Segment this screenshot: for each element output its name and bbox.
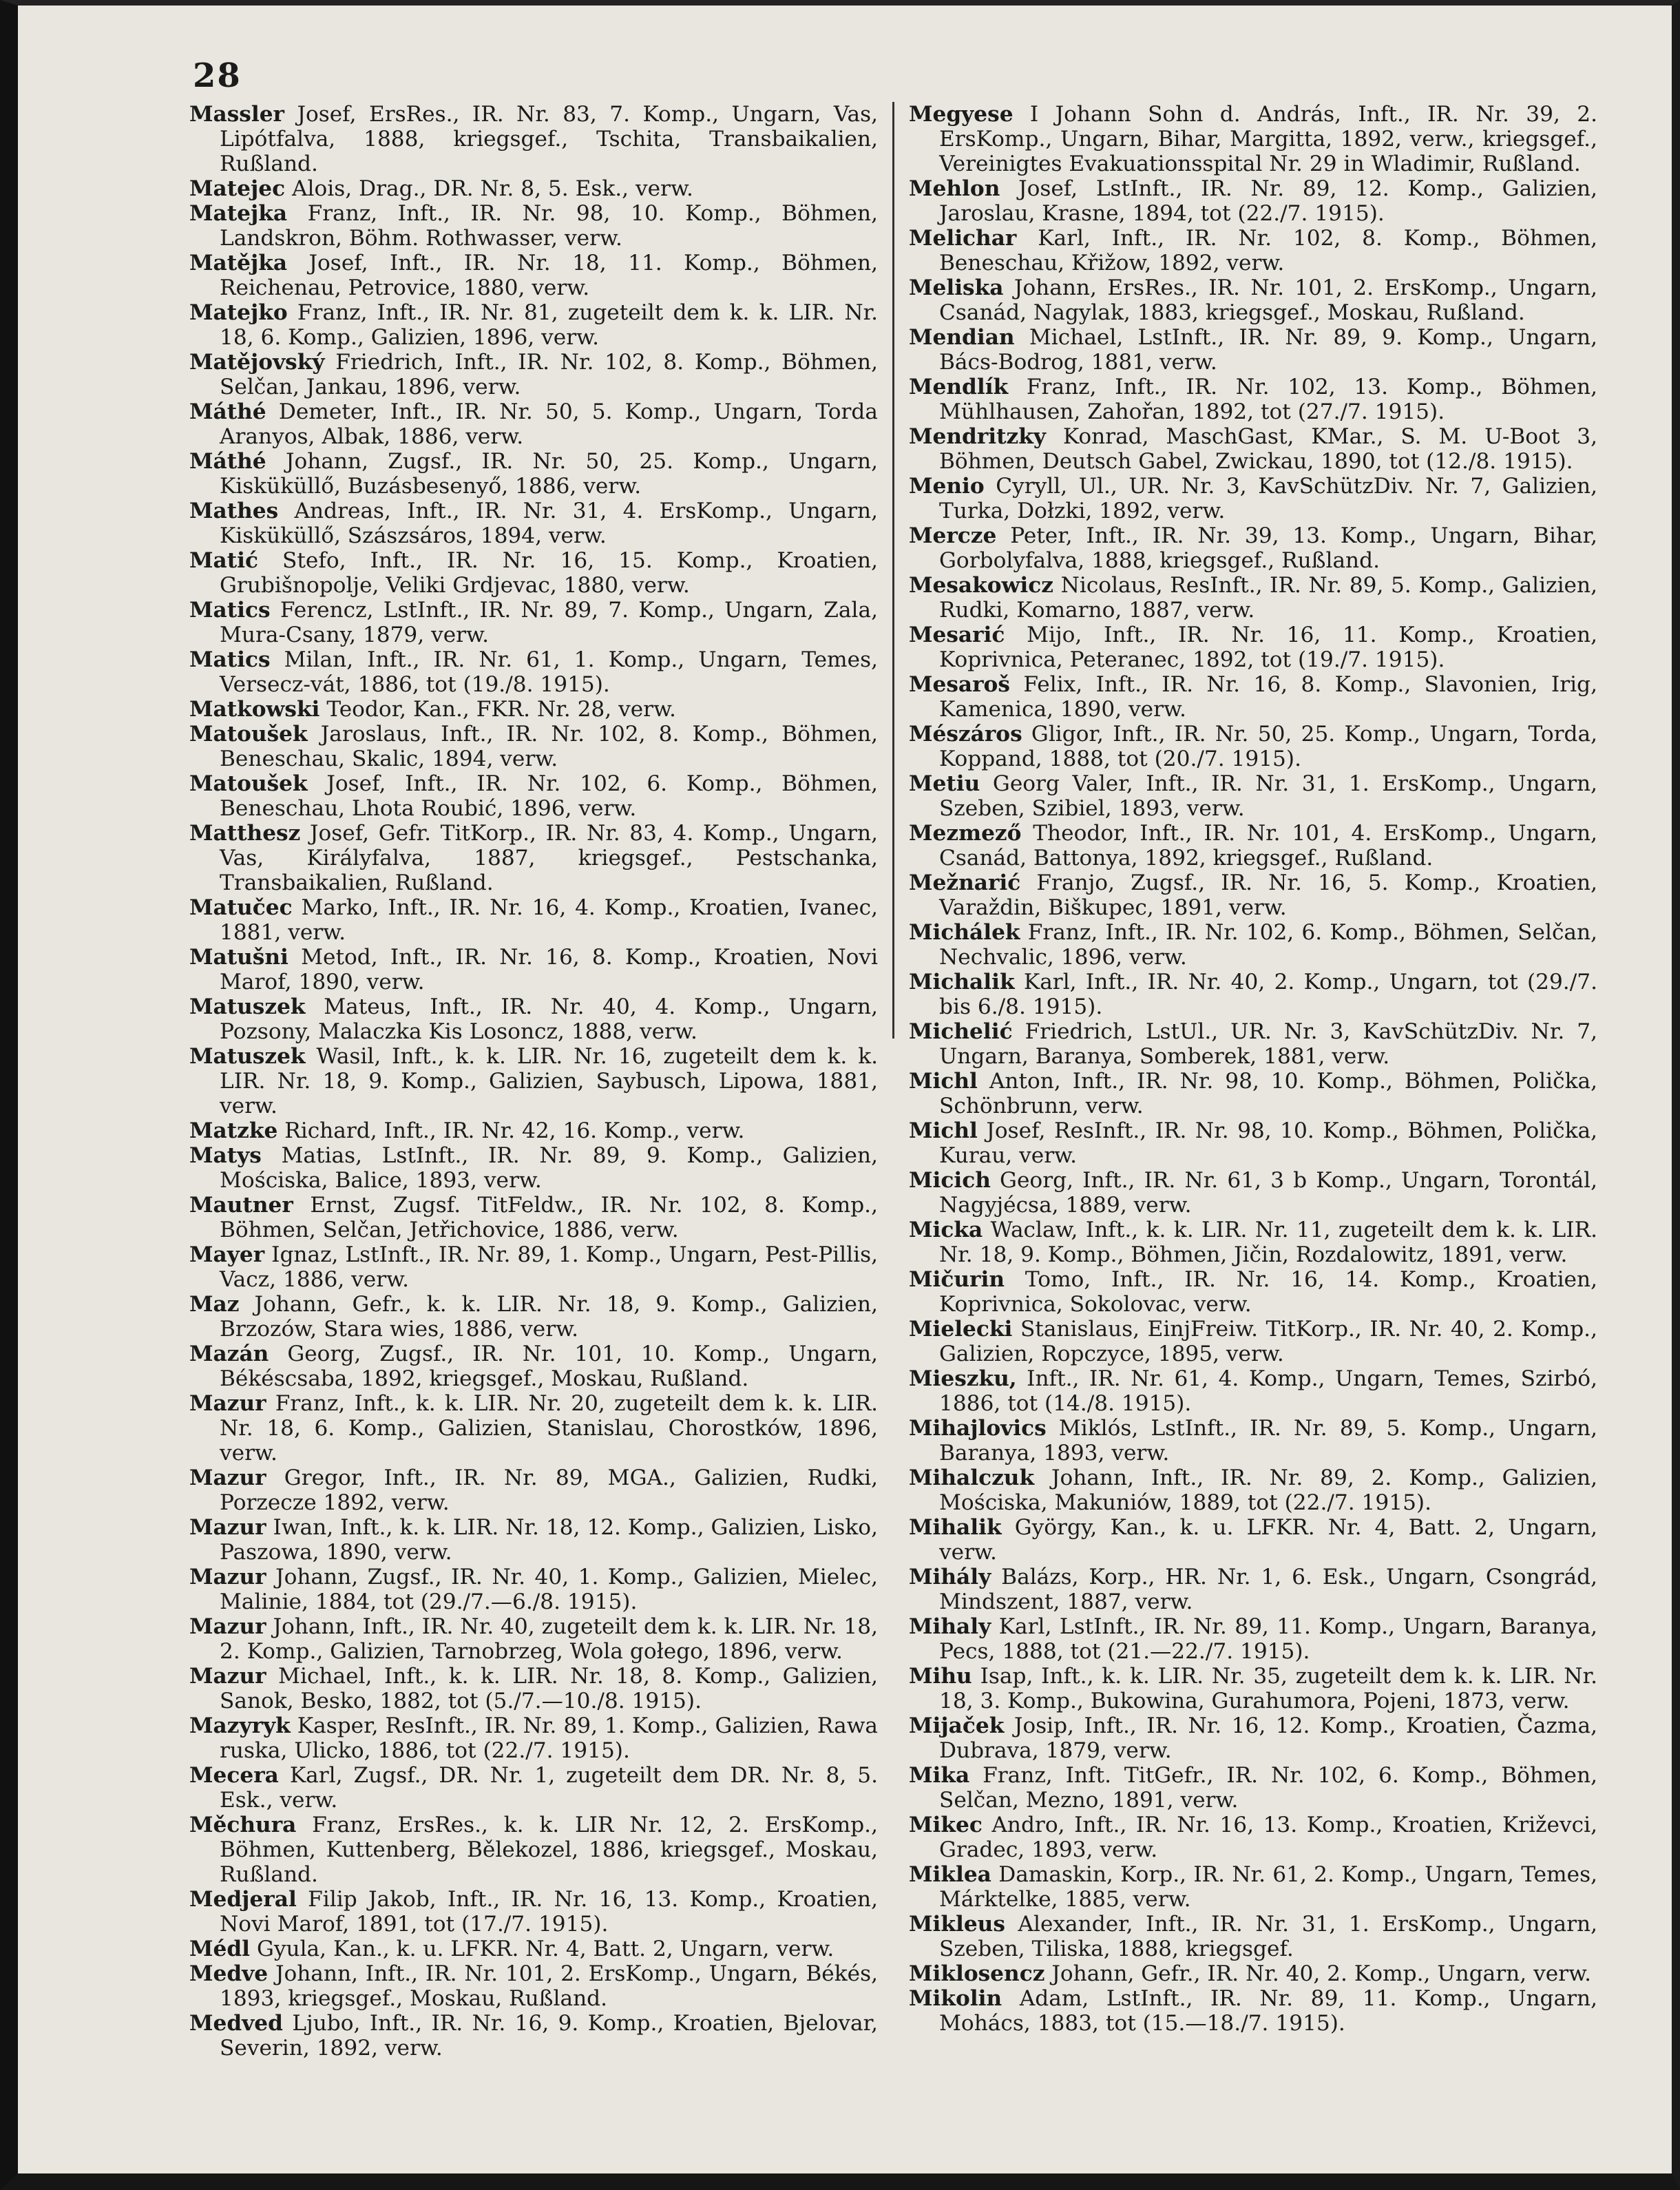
- entry-details: Peter, Inft., IR. Nr. 39, 13. Komp., Ungarn, Bihar, Gorbolyfalva, 1888, kriegsgef., Rußland.: [939, 523, 1597, 573]
- entry-details: Josef, Inft., IR. Nr. 18, 11. Komp., Böhmen, Reichenau, Petrovice, 1880, verw.: [220, 251, 878, 300]
- entry-details: Alexander, Inft., IR. Nr. 31, 1. ErsKomp., Ungarn, Szeben, Tiliska, 1888, kriegsgef.: [939, 1912, 1597, 1961]
- entry-details: Ferencz, LstInft., IR. Nr. 89, 7. Komp., Ungarn, Zala, Mura-Csany, 1879, verw.: [220, 598, 878, 647]
- entry-details: Andreas, Inft., IR. Nr. 31, 4. ErsKomp., Ungarn, Kisküküllő, Szászsáros, 1894, verw.: [220, 499, 879, 548]
- entry-surname: Massler: [189, 102, 284, 127]
- register-entry: [189, 1391, 878, 1466]
- entry-surname: Mičurin: [909, 1267, 1005, 1292]
- entry-details: Josip, Inft., IR. Nr. 16, 12. Komp., Kroatien, Čazma, Dubrava, 1879, verw.: [939, 1713, 1597, 1763]
- register-entry: [909, 1466, 1597, 1515]
- register-entry: [189, 1342, 878, 1391]
- entry-details: Felix, Inft., IR. Nr. 16, 8. Komp., Slavonien, Irig, Kamenica, 1890, verw.: [939, 672, 1597, 722]
- register-entry: [909, 523, 1597, 573]
- entry-details: Metod, Inft., IR. Nr. 16, 8. Komp., Kroatien, Novi Marof, 1890, verw.: [220, 945, 878, 994]
- entry-details: Teodor, Kan., FKR. Nr. 28, verw.: [326, 697, 676, 722]
- register-entry: [189, 1044, 878, 1118]
- register-entry: [189, 821, 878, 895]
- entry-surname: Mikolin: [909, 1986, 1002, 2011]
- right-column: [909, 102, 1597, 2036]
- entry-surname: Mielecki: [909, 1317, 1013, 1342]
- left-column: [189, 102, 878, 2061]
- register-entry: [909, 1218, 1597, 1267]
- register-entry: [189, 350, 878, 399]
- register-entry: [189, 697, 878, 722]
- entry-surname: Meliska: [909, 275, 1004, 300]
- entry-details: Balázs, Korp., HR. Nr. 1, 6. Esk., Ungarn, Csongrád, Mindszent, 1887, verw.: [939, 1565, 1598, 1614]
- register-entry: [189, 722, 878, 771]
- entry-details: Wasil, Inft., k. k. LIR. Nr. 16, zugeteilt dem k. k. LIR. Nr. 18, 9. Komp., Galizien, Saybusch, Lipowa, 1881, verw.: [220, 1044, 879, 1118]
- entry-details: Anton, Inft., IR. Nr. 98, 10. Komp., Böhmen, Polička, Schönbrunn, verw.: [939, 1069, 1597, 1118]
- entry-surname: Mautner: [189, 1193, 293, 1218]
- register-entry: [909, 424, 1597, 474]
- entry-details: Franjo, Zugsf., IR. Nr. 16, 5. Komp., Kroatien, Varaždin, Biškupec, 1891, verw.: [939, 870, 1597, 920]
- entry-surname: Mayer: [189, 1242, 265, 1267]
- entry-surname: Michl: [909, 1069, 978, 1094]
- entry-surname: Melichar: [909, 226, 1017, 251]
- entry-details: Friedrich, LstUl., UR. Nr. 3, KavSchützDiv. Nr. 7, Ungarn, Baranya, Somberek, 1881, verw.: [939, 1019, 1597, 1069]
- register-entry: [189, 1143, 878, 1193]
- entry-details: Milan, Inft., IR. Nr. 61, 1. Komp., Ungarn, Temes, Versecz-vát, 1886, tot (19./8. 1915).: [220, 647, 878, 697]
- entry-surname: Matzke: [189, 1118, 278, 1143]
- entry-surname: Mikleus: [909, 1912, 1005, 1937]
- entry-surname: Mathes: [189, 499, 279, 523]
- entry-surname: Matics: [189, 598, 271, 623]
- register-entry: [189, 1961, 878, 2011]
- entry-surname: Matuszek: [189, 994, 306, 1019]
- entry-surname: Mendian: [909, 325, 1015, 350]
- entry-details: Marko, Inft., IR. Nr. 16, 4. Komp., Kroatien, Ivanec, 1881, verw.: [220, 895, 878, 945]
- entry-details: Nicolaus, ResInft., IR. Nr. 89, 5. Komp., Galizien, Rudki, Komarno, 1887, verw.: [939, 573, 1597, 623]
- entry-surname: Mészáros: [909, 722, 1022, 747]
- register-entry: [909, 1763, 1597, 1813]
- entry-details: Stanislaus, EinjFreiw. TitKorp., IR. Nr. 40, 2. Komp., Galizien, Ropczyce, 1895, verw.: [939, 1317, 1598, 1366]
- register-entry: [189, 499, 878, 548]
- entry-details: Michael, LstInft., IR. Nr. 89, 9. Komp., Ungarn, Bács-Bodrog, 1881, verw.: [939, 325, 1598, 375]
- entry-details: Miklós, LstInft., IR. Nr. 89, 5. Komp., Ungarn, Baranya, 1893, verw.: [939, 1416, 1597, 1466]
- entry-details: Georg, Zugsf., IR. Nr. 101, 10. Komp., Ungarn, Békéscsaba, 1892, kriegsgef., Moskau, Rußland.: [220, 1342, 878, 1391]
- register-entry: [189, 647, 878, 697]
- entry-details: Matias, LstInft., IR. Nr. 89, 9. Komp., Galizien, Mościska, Balice, 1893, verw.: [220, 1143, 878, 1193]
- entry-details: Johann, ErsRes., IR. Nr. 101, 2. ErsKomp., Ungarn, Csanád, Nagylak, 1883, kriegsgef., Moskau, Rußland.: [939, 275, 1597, 325]
- entry-surname: Měchura: [189, 1813, 297, 1837]
- entry-details: Johann, Inft., IR. Nr. 101, 2. ErsKomp., Ungarn, Békés, 1893, kriegsgef., Moskau, Rußland.: [220, 1961, 878, 2011]
- entry-details: Johann, Gefr., IR. Nr. 40, 2. Komp., Ungarn, verw.: [1051, 1961, 1591, 1986]
- entry-details: Tomo, Inft., IR. Nr. 16, 14. Komp., Kroatien, Koprivnica, Sokolovac, verw.: [939, 1267, 1597, 1317]
- entry-surname: Mihajlovics: [909, 1416, 1047, 1441]
- entry-surname: Matejko: [189, 300, 288, 325]
- register-entry: [189, 1713, 878, 1763]
- entry-surname: Mazur: [189, 1565, 266, 1589]
- entry-surname: Mehlon: [909, 176, 1000, 201]
- entry-surname: Medve: [189, 1961, 269, 1986]
- entry-surname: Máthé: [189, 449, 266, 474]
- register-entry: [909, 1713, 1597, 1763]
- entry-details: Johann, Inft., IR. Nr. 89, 2. Komp., Galizien, Mościska, Makuniów, 1889, tot (22./7. 1915).: [939, 1466, 1597, 1515]
- entry-details: Stefo, Inft., IR. Nr. 16, 15. Komp., Kroatien, Grubišnopolje, Veliki Grdjevac, 1880, verw.: [220, 548, 878, 598]
- register-entry: [189, 1763, 878, 1813]
- register-entry: [909, 1664, 1597, 1713]
- register-entry: [189, 1614, 878, 1664]
- entry-surname: Matušni: [189, 945, 288, 970]
- register-entry: [189, 176, 878, 201]
- register-entry: [909, 325, 1597, 375]
- entry-surname: Medjeral: [189, 1887, 297, 1912]
- entry-surname: Mazán: [189, 1342, 269, 1366]
- entry-details: Josef, Gefr. TitKorp., IR. Nr. 83, 4. Komp., Ungarn, Vas, Királyfalva, 1887, kriegsgef., Pestschanka, Transbaikalien, Rußland.: [220, 821, 879, 895]
- entry-details: Jaroslaus, Inft., IR. Nr. 102, 8. Komp., Böhmen, Beneschau, Skalic, 1894, verw.: [220, 722, 878, 771]
- entry-surname: Mazur: [189, 1466, 266, 1490]
- entry-details: Michael, Inft., k. k. LIR. Nr. 18, 8. Komp., Galizien, Sanok, Besko, 1882, tot (5./7.—10./8. 1915).: [220, 1664, 878, 1713]
- register-entry: [189, 449, 878, 499]
- entry-surname: Máthé: [189, 399, 266, 424]
- entry-surname: Mihaly: [909, 1614, 991, 1639]
- entry-surname: Mika: [909, 1763, 970, 1788]
- entry-surname: Metiu: [909, 771, 980, 796]
- entry-details: Ernst, Zugsf. TitFeldw., IR. Nr. 102, 8. Komp., Böhmen, Selčan, Jetřichovice, 1886, verw.: [220, 1193, 878, 1242]
- entry-details: Theodor, Inft., IR. Nr. 101, 4. ErsKomp., Ungarn, Csanád, Battonya, 1892, kriegsgef., Rußland.: [939, 821, 1597, 870]
- register-entry: [909, 1168, 1597, 1218]
- entry-details: Karl, LstInft., IR. Nr. 89, 11. Komp., Ungarn, Baranya, Pecs, 1888, tot (21.—22./7. 1915).: [939, 1614, 1597, 1664]
- register-entry: [189, 1565, 878, 1614]
- entry-surname: Maz: [189, 1292, 240, 1317]
- register-entry: [189, 102, 878, 176]
- entry-details: Konrad, MaschGast, KMar., S. M. U-Boot 3, Böhmen, Deutsch Gabel, Zwickau, 1890, tot (12./8. 1915).: [939, 424, 1597, 474]
- register-entry: [909, 771, 1597, 821]
- entry-details: Iwan, Inft., k. k. LIR. Nr. 18, 12. Komp., Galizien, Lisko, Paszowa, 1890, verw.: [220, 1515, 878, 1565]
- entry-details: Karl, Zugsf., DR. Nr. 1, zugeteilt dem DR. Nr. 8, 5. Esk., verw.: [220, 1763, 878, 1813]
- entry-details: Adam, LstInft., IR. Nr. 89, 11. Komp., Ungarn, Mohács, 1883, tot (15.—18./7. 1915).: [939, 1986, 1597, 2036]
- register-entry: [189, 1193, 878, 1242]
- register-entry: [909, 1019, 1597, 1069]
- entry-surname: Matějovský: [189, 350, 325, 375]
- entry-surname: Mežnarić: [909, 870, 1021, 895]
- entry-details: Filip Jakob, Inft., IR. Nr. 16, 13. Komp., Kroatien, Novi Marof, 1891, tot (17./7. 1915).: [220, 1887, 878, 1937]
- register-entry: [909, 920, 1597, 970]
- register-entry: [189, 1292, 878, 1342]
- entry-surname: Mesakowicz: [909, 573, 1053, 598]
- entry-surname: Mihu: [909, 1664, 972, 1689]
- page-number: 28: [193, 56, 242, 95]
- register-entry: [189, 994, 878, 1044]
- register-entry: [189, 771, 878, 821]
- entry-surname: Matkowski: [189, 697, 320, 722]
- entry-details: Ljubo, Inft., IR. Nr. 16, 9. Komp., Kroatien, Bjelovar, Severin, 1892, verw.: [220, 2011, 878, 2061]
- register-entry: [909, 970, 1597, 1019]
- entry-details: Gligor, Inft., IR. Nr. 50, 25. Komp., Ungarn, Torda, Koppand, 1888, tot (20./7. 1915).: [939, 722, 1597, 771]
- entry-surname: Matić: [189, 548, 258, 573]
- entry-surname: Médl: [189, 1937, 251, 1961]
- column-divider: [892, 102, 894, 1039]
- entry-surname: Mihály: [909, 1565, 991, 1589]
- register-entry: [189, 598, 878, 647]
- register-entry: [909, 722, 1597, 771]
- register-entry: [189, 1664, 878, 1713]
- entry-surname: Matys: [189, 1143, 262, 1168]
- entry-surname: Matoušek: [189, 722, 308, 747]
- entry-surname: Mihalik: [909, 1515, 1002, 1540]
- entry-surname: Michelić: [909, 1019, 1013, 1044]
- register-entry: [189, 300, 878, 350]
- entry-details: Franz, Inft. TitGefr., IR. Nr. 102, 6. Komp., Böhmen, Selčan, Mezno, 1891, verw.: [939, 1763, 1597, 1813]
- register-entry: [909, 1813, 1597, 1862]
- entry-surname: Mazur: [189, 1515, 266, 1540]
- register-entry: [909, 226, 1597, 275]
- entry-surname: Matthesz: [189, 821, 301, 846]
- register-entry: [189, 548, 878, 598]
- entry-surname: Mazur: [189, 1614, 266, 1639]
- register-entry: [189, 1937, 878, 1961]
- entry-details: Franz, Inft., IR. Nr. 81, zugeteilt dem k. k. LIR. Nr. 18, 6. Komp., Galizien, 1896, verw.: [220, 300, 878, 350]
- entry-details: Josef, Inft., IR. Nr. 102, 6. Komp., Böhmen, Beneschau, Lhota Roubić, 1896, verw.: [220, 771, 878, 821]
- entry-details: Inft., IR. Nr. 61, 4. Komp., Ungarn, Temes, Szirbó, 1886, tot (14./8. 1915).: [939, 1366, 1597, 1416]
- register-entry: [189, 251, 878, 300]
- register-entry: [909, 1614, 1597, 1664]
- register-entry: [909, 1515, 1597, 1565]
- entry-surname: Mazur: [189, 1391, 266, 1416]
- entry-surname: Mihalczuk: [909, 1466, 1035, 1490]
- register-entry: [909, 1118, 1597, 1168]
- entry-details: Gyula, Kan., k. u. LFKR. Nr. 4, Batt. 2, Ungarn, verw.: [256, 1937, 834, 1961]
- entry-details: Johann, Inft., IR. Nr. 40, zugeteilt dem k. k. LIR. Nr. 18, 2. Komp., Galizien, Tarnobrzeg, Wola gołego, 1896, verw.: [220, 1614, 878, 1664]
- entry-surname: Mezmező: [909, 821, 1022, 846]
- entry-details: Demeter, Inft., IR. Nr. 50, 5. Komp., Ungarn, Torda Aranyos, Albak, 1886, verw.: [220, 399, 878, 449]
- entry-details: Kasper, ResInft., IR. Nr. 89, 1. Komp., Galizien, Rawa ruska, Ulicko, 1886, tot (22./7. 1915).: [220, 1713, 878, 1763]
- entry-surname: Matejka: [189, 201, 288, 226]
- entry-details: Alois, Drag., DR. Nr. 8, 5. Esk., verw.: [292, 176, 693, 201]
- register-entry: [909, 1317, 1597, 1366]
- register-entry: [189, 1242, 878, 1292]
- entry-details: Franz, ErsRes., k. k. LIR Nr. 12, 2. ErsKomp., Böhmen, Kuttenberg, Bělekozel, 1886, kriegsgef., Moskau, Rußland.: [220, 1813, 878, 1887]
- entry-details: Mijo, Inft., IR. Nr. 16, 11. Komp., Kroatien, Koprivnica, Peteranec, 1892, tot (19./7. 1915).: [939, 623, 1597, 672]
- entry-details: Josef, ResInft., IR. Nr. 98, 10. Komp., Böhmen, Polička, Kurau, verw.: [939, 1118, 1597, 1168]
- register-entry: [189, 201, 878, 251]
- entry-surname: Micich: [909, 1168, 991, 1193]
- register-entry: [909, 1069, 1597, 1118]
- entry-details: Johann, Zugsf., IR. Nr. 40, 1. Komp., Galizien, Mielec, Malinie, 1884, tot (29./7.—6./8. 1915).: [220, 1565, 879, 1614]
- entry-details: Johann, Gefr., k. k. LIR. Nr. 18, 9. Komp., Galizien, Brzozów, Stara wies, 1886, verw.: [220, 1292, 878, 1342]
- register-entry: [909, 1862, 1597, 1912]
- entry-details: Gregor, Inft., IR. Nr. 89, MGA., Galizien, Rudki, Porzecze 1892, verw.: [220, 1466, 878, 1515]
- register-entry: [189, 1813, 878, 1887]
- entry-surname: Mikec: [909, 1813, 983, 1837]
- register-entry: [189, 1515, 878, 1565]
- entry-surname: Mecera: [189, 1763, 279, 1788]
- entry-surname: Mendlík: [909, 375, 1009, 399]
- entry-details: Ignaz, LstInft., IR. Nr. 89, 1. Komp., Ungarn, Pest-Pillis, Vacz, 1886, verw.: [220, 1242, 878, 1292]
- register-entry: [909, 1267, 1597, 1317]
- register-entry: [189, 2011, 878, 2061]
- entry-details: Karl, Inft., IR. Nr. 102, 8. Komp., Böhmen, Beneschau, Křižow, 1892, verw.: [939, 226, 1597, 275]
- register-entry: [189, 1887, 878, 1937]
- entry-details: I Johann Sohn d. András, Inft., IR. Nr. 39, 2. ErsKomp., Ungarn, Bihar, Margitta, 1892, verw., kriegsgef., Vereinigtes Evakuationsspital Nr. 29 in Wladimir, Rußland.: [939, 102, 1597, 176]
- register-entry: [909, 1416, 1597, 1466]
- entry-details: Mateus, Inft., IR. Nr. 40, 4. Komp., Ungarn, Pozsony, Malaczka Kis Losoncz, 1888, verw.: [220, 994, 878, 1044]
- entry-details: Isap, Inft., k. k. LIR. Nr. 35, zugeteilt dem k. k. LIR. Nr. 18, 3. Komp., Bukowina, Gurahumora, Pojeni, 1873, verw.: [939, 1664, 1597, 1713]
- entry-details: Johann, Zugsf., IR. Nr. 50, 25. Komp., Ungarn, Kisküküllő, Buzásbesenyő, 1886, verw.: [220, 449, 878, 499]
- entry-details: Georg Valer, Inft., IR. Nr. 31, 1. ErsKomp., Ungarn, Szeben, Szibiel, 1893, verw.: [939, 771, 1597, 821]
- entry-surname: Michalik: [909, 970, 1015, 994]
- entry-details: Damaskin, Korp., IR. Nr. 61, 2. Komp., Ungarn, Temes, Márktelke, 1885, verw.: [939, 1862, 1597, 1912]
- entry-details: György, Kan., k. u. LFKR. Nr. 4, Batt. 2, Ungarn, verw.: [939, 1515, 1597, 1565]
- register-entry: [189, 1466, 878, 1515]
- entry-surname: Mendritzky: [909, 424, 1046, 449]
- entry-surname: Menio: [909, 474, 985, 499]
- register-entry: [909, 870, 1597, 920]
- register-entry: [909, 672, 1597, 722]
- register-entry: [909, 623, 1597, 672]
- register-entry: [909, 176, 1597, 226]
- register-entry: [189, 945, 878, 994]
- entry-surname: Miklosencz: [909, 1961, 1045, 1986]
- entry-details: Josef, ErsRes., IR. Nr. 83, 7. Komp., Ungarn, Vas, Lipótfalva, 1888, kriegsgef., Tschita, Transbaikalien, Rußland.: [220, 102, 878, 176]
- entry-details: Franz, Inft., IR. Nr. 102, 13. Komp., Böhmen, Mühlhausen, Zahořan, 1892, tot (27./7. 1915).: [939, 375, 1597, 424]
- entry-surname: Mijaček: [909, 1713, 1005, 1738]
- register-entry: [189, 895, 878, 945]
- register-entry: [909, 275, 1597, 325]
- entry-surname: Matějka: [189, 251, 288, 275]
- entry-details: Friedrich, Inft., IR. Nr. 102, 8. Komp., Böhmen, Selčan, Jankau, 1896, verw.: [220, 350, 878, 399]
- entry-surname: Mercze: [909, 523, 997, 548]
- entry-surname: Mieszku,: [909, 1366, 1017, 1391]
- register-entry: [909, 1986, 1597, 2036]
- entry-details: Franz, Inft., k. k. LIR. Nr. 20, zugeteilt dem k. k. LIR. Nr. 18, 6. Komp., Galizien, Stanislau, Chorostków, 1896, verw.: [220, 1391, 878, 1466]
- entry-details: Waclaw, Inft., k. k. LIR. Nr. 11, zugeteilt dem k. k. LIR. Nr. 18, 9. Komp., Böhmen, Jičin, Rozdalowitz, 1891, verw.: [939, 1218, 1597, 1267]
- entry-details: Franz, Inft., IR. Nr. 98, 10. Komp., Böhmen, Landskron, Böhm. Rothwasser, verw.: [220, 201, 878, 251]
- register-entry: [909, 375, 1597, 424]
- register-entry: [909, 573, 1597, 623]
- register-entry: [909, 474, 1597, 523]
- register-entry: [909, 1366, 1597, 1416]
- entry-surname: Medved: [189, 2011, 283, 2036]
- register-entry: [189, 1118, 878, 1143]
- entry-surname: Mesarić: [909, 623, 1005, 647]
- entry-surname: Matuszek: [189, 1044, 306, 1069]
- entry-surname: Mazyryk: [189, 1713, 291, 1738]
- entry-surname: Michl: [909, 1118, 978, 1143]
- entry-surname: Michálek: [909, 920, 1020, 945]
- register-entry: [909, 821, 1597, 870]
- entry-surname: Matejec: [189, 176, 286, 201]
- register-entry: [909, 1961, 1597, 1986]
- entry-surname: Mazur: [189, 1664, 266, 1689]
- entry-surname: Miklea: [909, 1862, 991, 1887]
- entry-surname: Matučec: [189, 895, 293, 920]
- entry-details: Andro, Inft., IR. Nr. 16, 13. Komp., Kroatien, Križevci, Gradec, 1893, verw.: [939, 1813, 1597, 1862]
- entry-surname: Matics: [189, 647, 271, 672]
- entry-details: Cyryll, Ul., UR. Nr. 3, KavSchützDiv. Nr. 7, Galizien, Turka, Dołzki, 1892, verw.: [939, 474, 1597, 523]
- entry-surname: Matoušek: [189, 771, 308, 796]
- entry-surname: Megyese: [909, 102, 1014, 127]
- entry-details: Josef, LstInft., IR. Nr. 89, 12. Komp., Galizien, Jaroslau, Krasne, 1894, tot (22./7. 1915).: [939, 176, 1597, 226]
- register-entry: [909, 1565, 1597, 1614]
- entry-details: Karl, Inft., IR. Nr. 40, 2. Komp., Ungarn, tot (29./7. bis 6./8. 1915).: [939, 970, 1597, 1019]
- entry-details: Franz, Inft., IR. Nr. 102, 6. Komp., Böhmen, Selčan, Nechvalic, 1896, verw.: [939, 920, 1598, 970]
- register-entry: [909, 1912, 1597, 1961]
- entry-surname: Mesaroš: [909, 672, 1010, 697]
- register-entry: [909, 102, 1597, 176]
- register-entry: [189, 399, 878, 449]
- entry-details: Richard, Inft., IR. Nr. 42, 16. Komp., verw.: [284, 1118, 745, 1143]
- entry-surname: Micka: [909, 1218, 983, 1242]
- entry-details: Georg, Inft., IR. Nr. 61, 3 b Komp., Ungarn, Torontál, Nagyjécsa, 1889, verw.: [939, 1168, 1597, 1218]
